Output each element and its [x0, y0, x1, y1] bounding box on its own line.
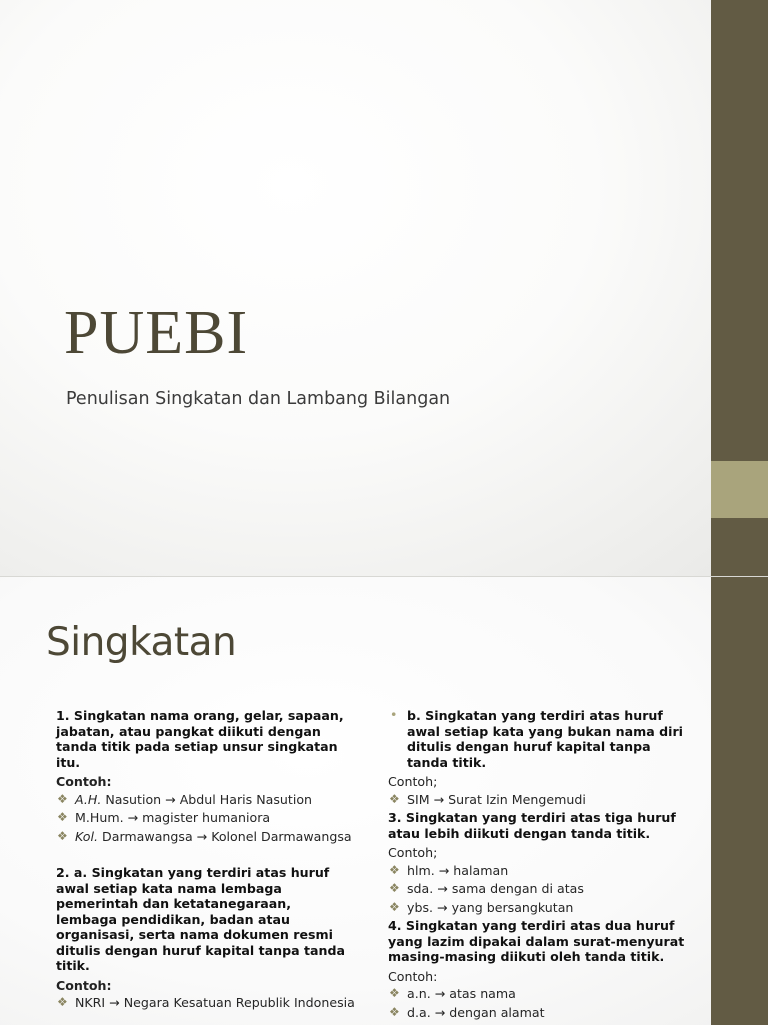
- diamond-bullet-icon: ❖: [389, 862, 400, 877]
- slide-subtitle: Penulisan Singkatan dan Lambang Bilangan: [66, 389, 451, 409]
- bullet-dot-icon: •: [390, 707, 398, 722]
- rule-2a-text: 2. a. Singkatan yang terdiri atas huruf awal setiap kata nama lembaga pemerintah dan ketatanegaraan, lembaga pendidikan, badan atau organisasi, serta nama dokumen resmi ditulis dengan huruf kapital tanpa tanda titik.: [56, 865, 345, 973]
- list-item: ❖ NKRI → Negara Kesatuan Republik Indonesia: [57, 995, 355, 1010]
- example-list-1: [56, 792, 356, 845]
- list-item: ❖ d.a. → dengan alamat: [389, 1004, 545, 1020]
- list-item: ❖ sda. → sama dengan di atas: [389, 881, 584, 896]
- contoh-label: Contoh:: [388, 968, 438, 984]
- diamond-bullet-icon: ❖: [389, 899, 400, 914]
- example-list-3: [388, 863, 688, 916]
- rule-4-text: 4. Singkatan yang terdiri atas dua huruf yang lazim dipakai dalam surat-menyurat masing-masing diikuti oleh tanda titik.: [388, 918, 685, 964]
- list-item: ❖ Kol. Darmawangsa → Kolonel Darmawangsa: [57, 828, 352, 844]
- diamond-bullet-icon: ❖: [57, 995, 68, 1009]
- contoh-label: Contoh:: [56, 977, 112, 993]
- side-accent-block: [711, 461, 768, 518]
- example-list-2: [56, 995, 356, 1011]
- rule-1-text: 1. Singkatan nama orang, gelar, sapaan, jabatan, atau pangkat diikuti dengan tanda titik pada setiap unsur singkatan itu.: [56, 708, 344, 770]
- diamond-bullet-icon: ❖: [57, 828, 68, 843]
- list-item: ❖ ybs. → yang bersangkutan: [389, 899, 574, 915]
- diamond-bullet-icon: ❖: [57, 810, 68, 824]
- left-column: [56, 708, 356, 1014]
- diamond-bullet-icon: ❖: [389, 881, 400, 895]
- rule-3-text: 3. Singkatan yang terdiri atas tiga huruf atau lebih diikuti dengan tanda titik.: [388, 810, 676, 841]
- diamond-bullet-icon: ❖: [389, 791, 400, 806]
- diamond-bullet-icon: ❖: [57, 791, 68, 806]
- diamond-bullet-icon: ❖: [389, 986, 400, 1000]
- list-item: ❖ M.Hum. → magister humaniora: [57, 810, 271, 825]
- contoh-label: Contoh;: [388, 774, 438, 789]
- example-list-4: [388, 986, 688, 1020]
- right-column: [388, 708, 688, 1023]
- contoh-label: Contoh;: [388, 845, 438, 860]
- slide-heading: Singkatan: [46, 620, 237, 665]
- slide-title: PUEBI: [64, 299, 249, 367]
- diamond-bullet-icon: ❖: [389, 1004, 400, 1019]
- side-bar: [711, 577, 768, 1025]
- content-slide: [0, 576, 768, 1025]
- list-item: ❖ SIM → Surat Izin Mengemudi: [389, 791, 586, 807]
- rule-2b-text: • b. Singkatan yang terdiri atas huruf awal setiap kata yang bukan nama diri ditulis dengan huruf kapital tanpa tanda titik.: [390, 707, 683, 770]
- contoh-label: Contoh:: [56, 774, 112, 789]
- list-item: ❖ a.n. → atas nama: [389, 986, 516, 1001]
- list-item: ❖ A.H. Nasution → Abdul Haris Nasution: [57, 791, 313, 807]
- list-item: ❖ hlm. → halaman: [389, 862, 509, 878]
- example-list-b: [388, 792, 688, 808]
